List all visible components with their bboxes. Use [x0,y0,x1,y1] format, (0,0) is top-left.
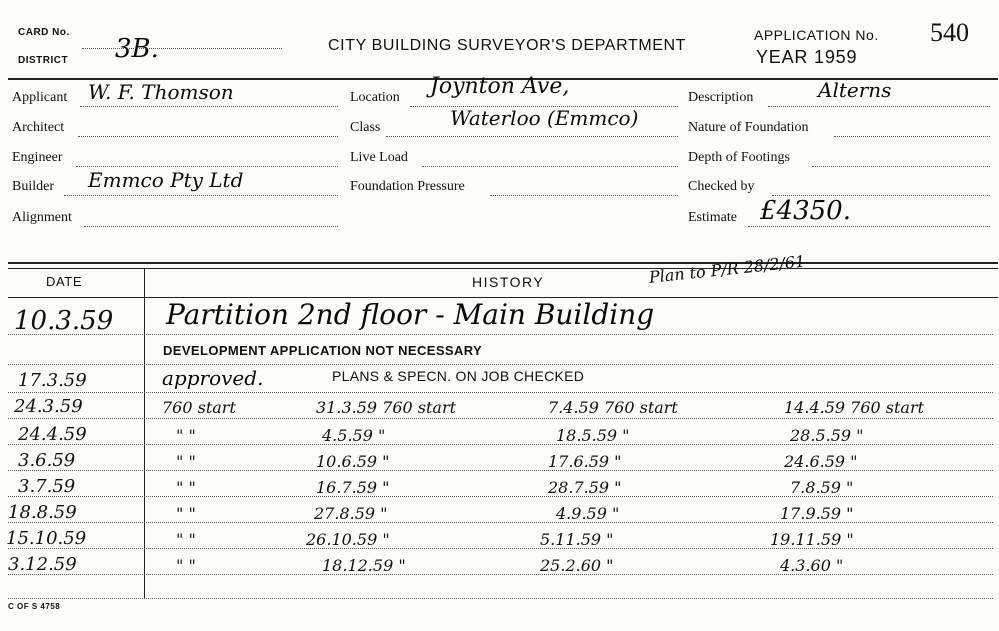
district-value: 3B. [115,34,159,64]
history-cell: 24.6.59 " [784,452,858,471]
class-value: Waterloo (Emmco) [450,106,639,130]
history-cell: 19.11.59 " [770,530,854,549]
engineer-label: Engineer [12,150,63,165]
history-date: 17.3.59 [18,370,87,391]
history-date: 10.3.59 [14,306,114,336]
district-label: DISTRICT [18,55,69,66]
history-cell: 17.6.59 " [548,452,622,471]
history-cell: 4.5.59 " [322,426,386,445]
history-date: 18.8.59 [8,502,77,523]
plan-note: Plan to P/R 28/2/61 [648,251,807,287]
form-code: C OF S 4758 [8,602,61,611]
history-cell: 18.12.59 " [322,556,406,575]
card-no-label: CARD No. [18,27,70,38]
class-label: Class [350,120,381,135]
history-date: 15.10.59 [6,528,87,549]
history-cell: 27.8.59 " [314,504,388,523]
history-cell: 26.10.59 " [306,530,390,549]
approved-note: approved. [162,366,264,390]
history-column-header: HISTORY [472,274,545,290]
history-cell: 4.9.59 " [556,504,620,523]
plans-checked-stamp: PLANS & SPECN. ON JOB CHECKED [332,368,585,384]
history-cell: " " [176,452,196,471]
history-date: 24.3.59 [14,396,83,417]
builder-label: Builder [12,179,54,194]
history-cell: 18.5.59 " [556,426,630,445]
applicant-value: W. F. Thomson [88,80,234,104]
history-cell: 7.4.59 760 start [548,398,678,417]
application-number: 540 [930,18,969,47]
date-column-header: DATE [46,274,83,289]
history-cell: 25.2.60 " [540,556,614,575]
history-cell: 14.4.59 760 start [784,398,925,417]
live-load-label: Live Load [350,150,408,165]
applicant-label: Applicant [12,90,68,105]
history-cell: 7.8.59 " [790,478,854,497]
foundation-pressure-label: Foundation Pressure [350,179,465,194]
history-date: 3.12.59 [8,554,77,575]
history-cell: 28.7.59 " [548,478,622,497]
department-title: CITY BUILDING SURVEYOR'S DEPARTMENT [328,37,687,54]
description-value: Alterns [818,78,892,102]
history-cell: " " [176,530,196,549]
history-date: 24.4.59 [18,424,87,445]
history-cell: 4.3.60 " [780,556,844,575]
history-cell: 10.6.59 " [316,452,390,471]
description-label: Description [688,90,754,105]
builder-value: Emmco Pty Ltd [88,168,244,192]
history-cell: " " [176,504,196,523]
location-value: Joynton Ave, [430,74,570,99]
history-cell: " " [176,556,196,575]
alignment-label: Alignment [12,210,72,225]
depth-of-footings-label: Depth of Footings [688,150,790,165]
history-cell: 31.3.59 760 start [316,398,457,417]
history-cell: 28.5.59 " [790,426,864,445]
development-stamp: DEVELOPMENT APPLICATION NOT NECESSARY [163,343,483,358]
checked-by-label: Checked by [688,179,755,194]
history-date: 3.6.59 [18,450,76,471]
history-cell: 16.7.59 " [316,478,390,497]
history-entry: Partition 2nd floor - Main Building [166,298,655,331]
history-cell: 5.11.59 " [540,530,614,549]
history-date: 3.7.59 [18,476,76,497]
history-cell: " " [176,478,196,497]
year-label: YEAR 1959 [756,47,858,67]
estimate-value: £4350. [760,196,851,226]
application-no-label: APPLICATION No. [754,27,879,43]
history-cell: 17.9.59 " [780,504,854,523]
location-label: Location [350,90,400,105]
estimate-label: Estimate [688,210,737,225]
history-cell: 760 start [162,398,236,417]
history-cell: " " [176,426,196,445]
architect-label: Architect [12,120,65,135]
nature-of-foundation-label: Nature of Foundation [688,120,809,135]
